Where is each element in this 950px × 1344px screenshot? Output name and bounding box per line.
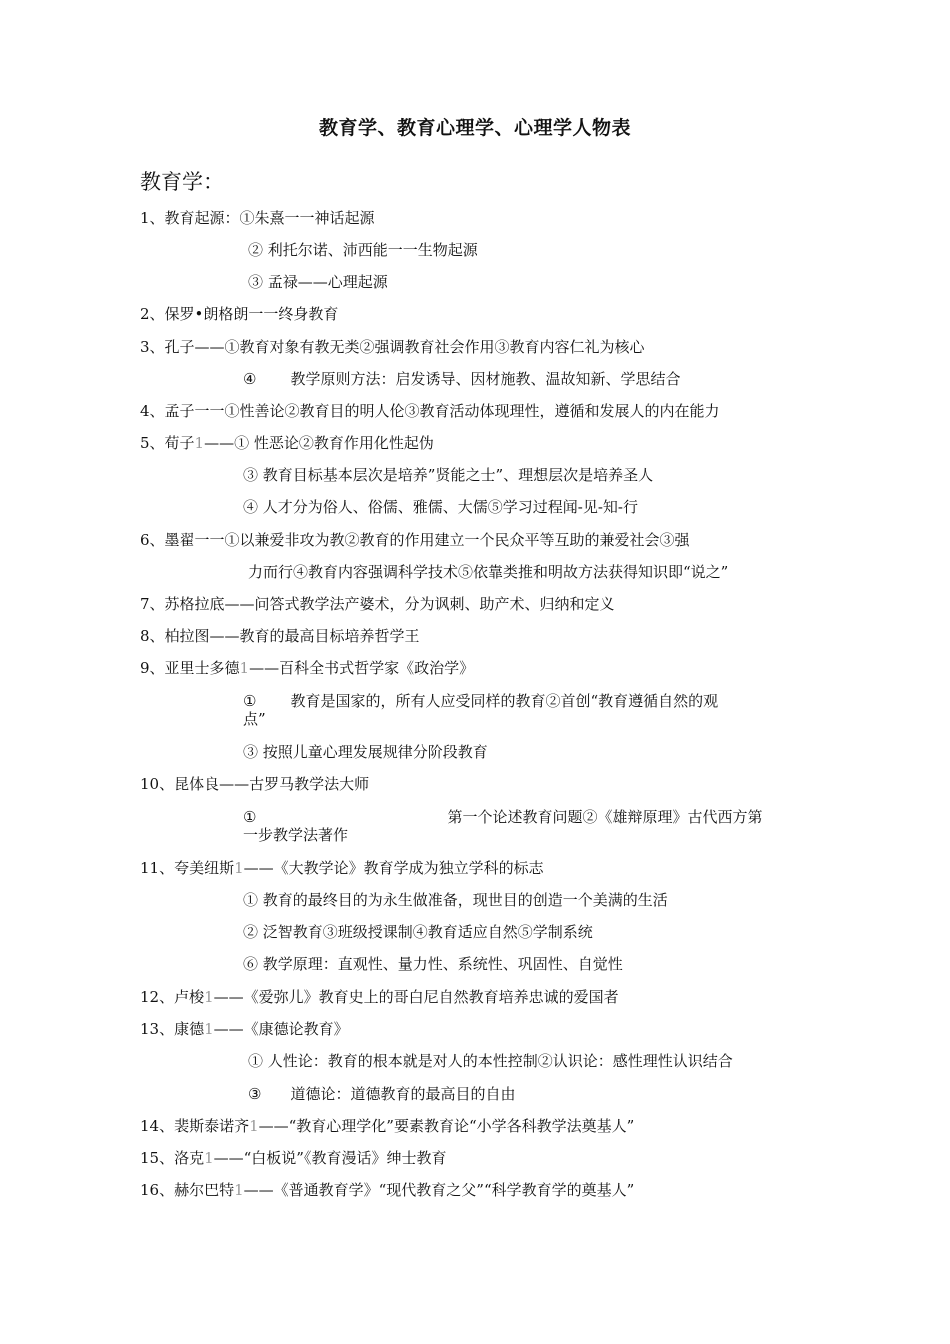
item-text: 道德论：道德教育的最高目的自由 xyxy=(290,1085,516,1103)
list-item-continuation: 一步教学法著作 xyxy=(243,826,349,844)
footnote-mark: 1 xyxy=(234,859,244,877)
item-number: ③ xyxy=(248,1085,262,1103)
list-item: 2、保罗•朗格朗一一终身教育 xyxy=(140,305,339,323)
person-name: 12、卢梭 xyxy=(140,988,205,1006)
footnote-mark: 1 xyxy=(249,1117,259,1135)
list-item: 7、苏格拉底——问答式教学法产婆术，分为讽刺、助产术、归纳和定义 xyxy=(140,595,615,613)
item-text: ——“白板说”《教育漫话》绅士教育 xyxy=(213,1149,447,1167)
list-item: ① 教育的最终目的为永生做准备，现世目的创造一个美满的生活 xyxy=(243,891,668,909)
list-item xyxy=(243,808,762,826)
list-item-continuation: 点” xyxy=(243,710,266,728)
list-item xyxy=(140,1149,446,1167)
page-title: 教育学、教育心理学、心理学人物表 xyxy=(318,117,631,139)
list-item: ① 人性论：教育的根本就是对人的本性控制②认识论：感性理性认识结合 xyxy=(248,1052,733,1070)
item-text: ——“教育心理学化”要素教育论“小学各科教学法奠基人” xyxy=(258,1117,635,1135)
person-name: 13、康德 xyxy=(140,1020,205,1038)
item-text: 教育是国家的，所有人应受同样的教育②首创“教育遵循自然的观 xyxy=(290,692,719,710)
person-name: 9、亚里士多德 xyxy=(140,659,240,677)
item-number: ① xyxy=(243,692,257,710)
list-item: 6、墨翟一一①以兼爱非攻为教②教育的作用建立一个民众平等互助的兼爱社会③强 xyxy=(140,531,690,549)
list-item: 8、柏拉图——教育的最高目标培养哲学王 xyxy=(140,627,420,645)
list-item: 10、昆体良——古罗马教学法大师 xyxy=(140,775,370,793)
person-name: 15、洛克 xyxy=(140,1149,205,1167)
item-number: ① xyxy=(243,808,257,826)
list-item: 4、孟子一一①性善论②教育目的明人伦③教育活动体现理性，遵循和发展人的内在能力 xyxy=(140,402,720,420)
person-name: 16、赫尔巴特 xyxy=(140,1181,235,1199)
item-text: ——《大教学论》教育学成为独立学科的标志 xyxy=(243,859,544,877)
list-item xyxy=(140,1181,634,1199)
list-item: 3、孔子——①教育对象有教无类②强调教育社会作用③教育内容仁礼为核心 xyxy=(140,338,645,356)
footnote-mark: 1 xyxy=(194,434,205,452)
list-item xyxy=(248,1085,515,1103)
list-item xyxy=(243,692,718,710)
item-text: 教学原则方法：启发诱导、因材施教、温故知新、学思结合 xyxy=(290,370,681,388)
footnote-mark: 1 xyxy=(239,659,250,677)
list-item xyxy=(140,659,474,677)
list-item xyxy=(140,434,434,452)
list-item xyxy=(243,370,680,388)
list-item: ④ 人才分为俗人、俗儒、雅儒、大儒⑤学习过程闻-见-知-行 xyxy=(243,498,638,516)
person-name: 14、裴斯泰诺齐 xyxy=(140,1117,250,1135)
list-item: ② 泛智教育③班级授课制④教育适应自然⑤学制系统 xyxy=(243,923,593,941)
list-item xyxy=(140,1020,349,1038)
item-text: ——百科全书式哲学家《政治学》 xyxy=(249,659,475,677)
item-number: ④ xyxy=(243,370,257,388)
footnote-mark: 1 xyxy=(204,988,214,1006)
section-heading: 教育学： xyxy=(140,170,224,194)
list-item: ③ 教育目标基本层次是培养”贤能之士”、理想层次是培养圣人 xyxy=(243,466,654,484)
footnote-mark: 1 xyxy=(204,1149,214,1167)
item-text: ——《普通教育学》“现代教育之父”“科学教育学的奠基人” xyxy=(243,1181,635,1199)
person-name: 5、荀子 xyxy=(140,434,195,452)
list-item: ⑥ 教学原理：直观性、量力性、系统性、巩固性、自觉性 xyxy=(243,955,623,973)
list-item: 1、教育起源：①朱熹一一神话起源 xyxy=(140,209,375,227)
list-item: 力而行④教育内容强调科学技术⑤依靠类推和明故方法获得知识即“说之” xyxy=(248,563,729,581)
person-name: 11、夸美纽斯 xyxy=(140,859,235,877)
list-item: ③ 孟禄——心理起源 xyxy=(248,273,388,291)
footnote-mark: 1 xyxy=(204,1020,214,1038)
list-item xyxy=(140,1117,634,1135)
item-text: ——《康德论教育》 xyxy=(213,1020,349,1038)
list-item xyxy=(140,859,544,877)
footnote-mark: 1 xyxy=(234,1181,244,1199)
item-text: ——① 性恶论②教育作用化性起伪 xyxy=(204,434,434,452)
list-item: ② 利托尔诺、沛西能一一生物起源 xyxy=(248,241,478,259)
item-text: 第一个论述教育问题②《雄辩原理》古代西方第 xyxy=(447,808,763,826)
list-item xyxy=(140,988,619,1006)
list-item: ③ 按照儿童心理发展规律分阶段教育 xyxy=(243,743,488,761)
item-text: ——《爱弥儿》教育史上的哥白尼自然教育培养忠诚的爱国者 xyxy=(213,988,619,1006)
